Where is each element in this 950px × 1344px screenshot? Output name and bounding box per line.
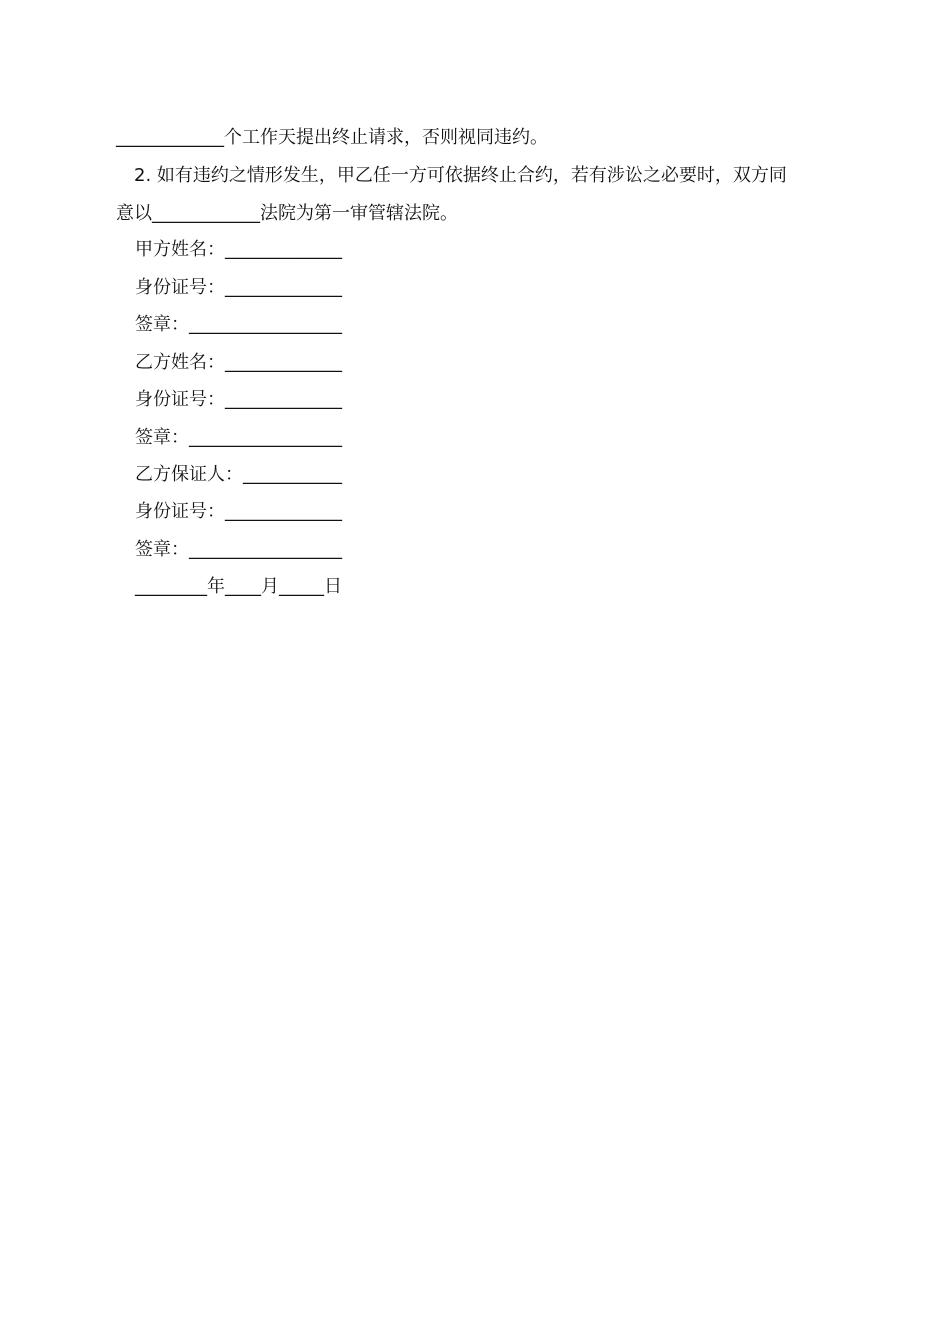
- guarantor-id-field: 身份证号：_____________: [135, 501, 342, 522]
- party-a-name-field: 甲方姓名：_____________: [135, 239, 342, 260]
- party-b-seal-field: 签章：_________________: [135, 427, 342, 448]
- date-field: ________年____月_____日: [135, 576, 342, 597]
- guarantor-name-field: 乙方保证人：___________: [135, 464, 342, 485]
- guarantor-seal-field: 签章：_________________: [135, 539, 342, 560]
- clause-2-line-1: 2. 如有违约之情形发生，甲乙任一方可依据终止合约，若有涉讼之必要时，双方同: [134, 165, 787, 186]
- party-b-id-field: 身份证号：_____________: [135, 389, 342, 410]
- party-a-id-field: 身份证号：_____________: [135, 277, 342, 298]
- clause-2-line-2: 意以____________法院为第一审管辖法院。: [116, 203, 458, 224]
- termination-notice-line: ____________个工作天提出终止请求，否则视同违约。: [116, 127, 548, 148]
- party-b-name-field: 乙方姓名：_____________: [135, 352, 342, 373]
- party-a-seal-field: 签章：_________________: [135, 314, 342, 335]
